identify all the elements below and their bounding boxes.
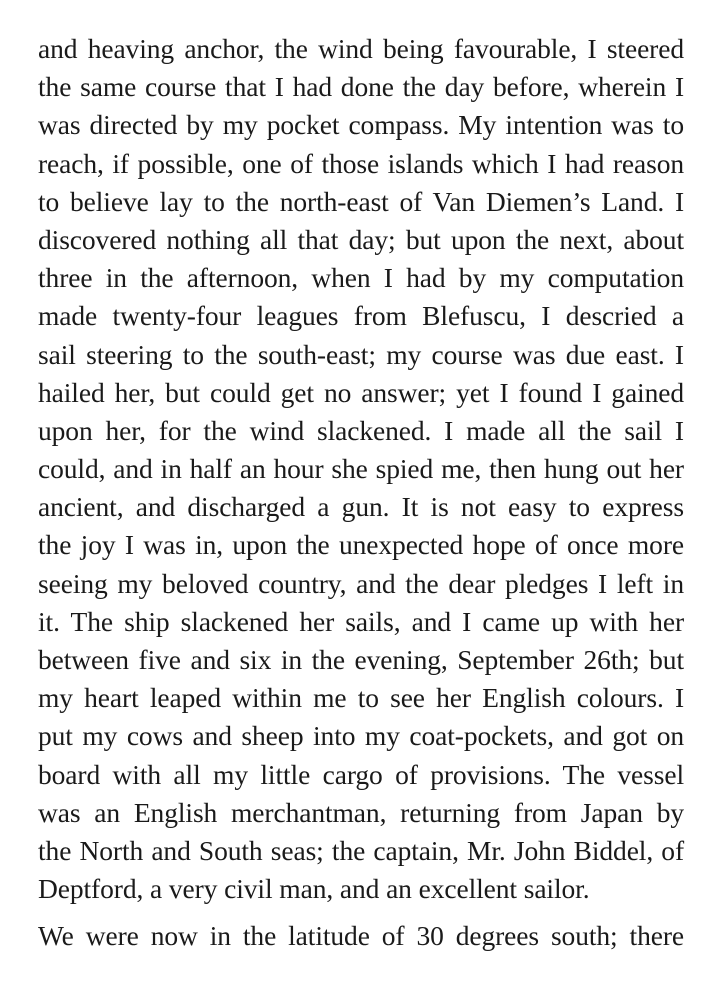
text-line: ancient, and discharged a gun. It is not easy to express <box>38 491 684 523</box>
paragraph-spacer <box>38 908 684 917</box>
text-line: Deptford, a very civil man, and an excellent sailor. <box>38 873 590 905</box>
text-line: reach, if possible, one of those islands which I had reason <box>38 147 684 179</box>
text-line: upon her, for the wind slackened. I made all the sail I <box>38 414 684 446</box>
text-line: seeing my beloved country, and the dear pledges I left in <box>38 567 684 599</box>
text-line: hailed her, but could get no answer; yet I found I gained <box>38 376 684 408</box>
paragraph-1 <box>38 30 684 908</box>
text-line: the same course that I had done the day before, wherein I <box>38 71 684 103</box>
text-line: my heart leaped within me to see her English colours. I <box>38 682 684 714</box>
text-line: sail steering to the south-east; my course was due east. I <box>38 338 684 370</box>
text-line: was an English merchantman, returning from Japan by <box>38 796 684 828</box>
text-line: put my cows and sheep into my coat-pockets, and got on <box>38 720 684 752</box>
text-line: was directed by my pocket compass. My intention was to <box>38 109 684 141</box>
text-line: the North and South seas; the captain, Mr. John Biddel, of <box>38 834 684 866</box>
text-line: the joy I was in, upon the unexpected hope of once more <box>38 529 684 561</box>
text-line: and heaving anchor, the wind being favourable, I steered <box>38 33 684 64</box>
text-line: made twenty-four leagues from Blefuscu, I descried a <box>38 300 684 332</box>
text-line: between five and six in the evening, September 26th; but <box>38 644 684 675</box>
text-line: board with all my little cargo of provisions. The vessel <box>38 758 684 790</box>
text-line: We were now in the latitude of 30 degrees south; there <box>38 920 684 952</box>
text-line: three in the afternoon, when I had by my computation <box>38 262 684 294</box>
text-line: could, and in half an hour she spied me, then hung out her <box>38 453 684 485</box>
text-line: it. The ship slackened her sails, and I came up with her <box>38 605 684 637</box>
book-page <box>38 30 684 956</box>
paragraph-2 <box>38 917 684 955</box>
text-line: discovered nothing all that day; but upon the next, about <box>38 223 684 255</box>
text-line: to believe lay to the north-east of Van Diemen’s Land. I <box>38 185 684 217</box>
